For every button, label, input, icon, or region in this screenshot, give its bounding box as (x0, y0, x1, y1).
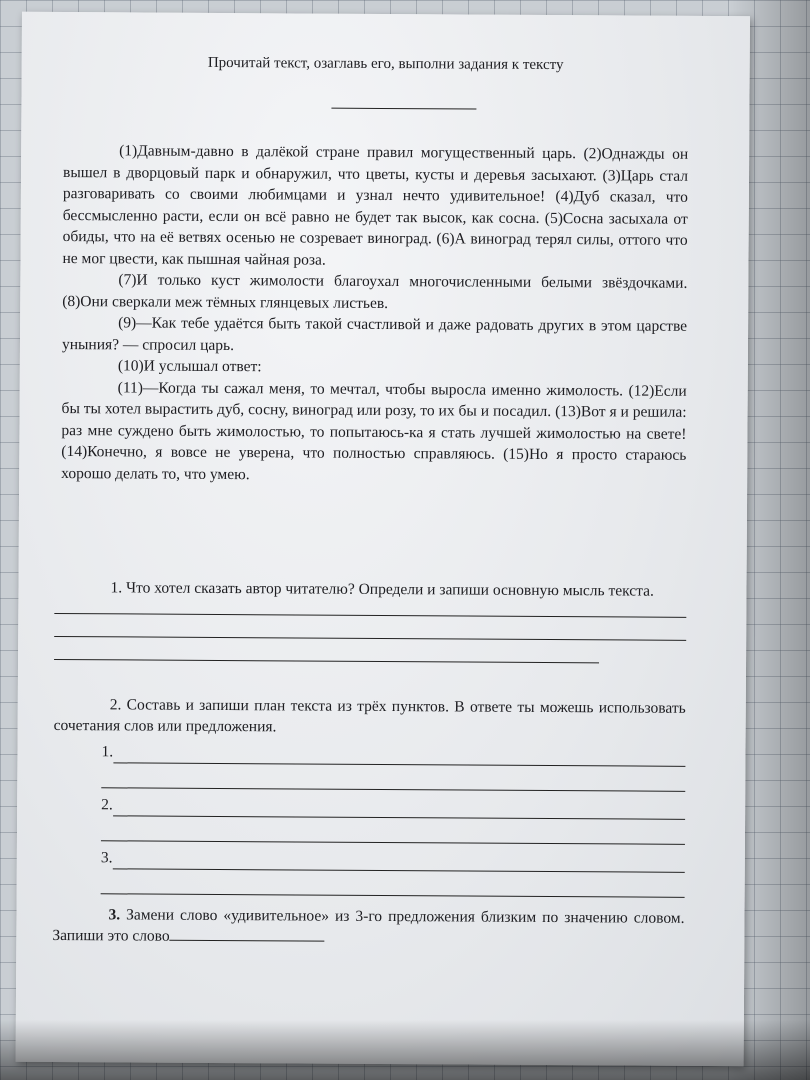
paragraph-3: (9)—Как тебе удаётся быть такой счастливой и даже радовать других в этом царстве уныния? — спросил царь. (61, 314, 688, 354)
task-3-answer-line[interactable] (170, 926, 325, 942)
paragraph-4: (10)И услышал ответ: (117, 357, 262, 376)
task-3-text: Замени слово «удивительное» из 3-го предложения близким по значению словом. Запиши это слово (52, 905, 685, 945)
plan-number: 3. (100, 849, 113, 867)
paragraph-5: (11)—Когда ты сажал меня, то мечтал, чтобы выросла именно жимолость. (12)Если бы ты хотел вырастить дуб, сосну, виноград или розу, то их бы и посадил. (13)Вот я и решила: раз мне суждено быть жимолостью, то попытаюсь-ка я стать лучшей жимолостью на свете! (14)Конечно, я вовсе не уверена, что полностью справляюсь. (15)Но я просто стараюсь хорошо делать то, что умею. (61, 378, 687, 483)
plan-answer-line[interactable] (113, 746, 685, 766)
plan-answer-line[interactable] (101, 787, 685, 792)
tasks-section (52, 577, 686, 950)
task-1-answer-line[interactable] (54, 612, 686, 617)
task-2 (53, 693, 686, 897)
task-1-answer-line[interactable] (54, 658, 599, 662)
paragraph-1: (1)Давным-давно в далёкой стране правил могущественный царь. (2)Однажды он вышел в дворцовый парк и обнаружил, что цветы, кусты и деревья засыхают. (3)Царь стал разговаривать со своими любимцами и узнал нечто удивительное! (4)Дуб сказал, что бессмысленно расти, если он всё равно не будет так высок, как сосна. (5)Сосна засыхала от обиды, что на её ветвях осенью не созревает виноград. (6)А виноград терял силы, оттого что не мог цвести, как пышная чайная роза. (62, 142, 689, 269)
worksheet (16, 12, 750, 1066)
plan-answer-line[interactable] (112, 852, 684, 872)
plan-number: 2. (101, 796, 113, 814)
task-3 (52, 903, 684, 950)
plan-answer-line[interactable] (101, 840, 685, 845)
paragraph-2: (7)И только куст жимолости благоухал многочисленными белыми звёздочками. (8)Они сверкали меж тёмных глянцевых листьев. (62, 271, 688, 312)
plan-item-1[interactable] (101, 741, 685, 767)
plan-answer-line[interactable] (101, 893, 685, 898)
shadow (0, 1020, 810, 1080)
plan-item-2[interactable] (101, 794, 685, 820)
plan-number: 1. (101, 743, 114, 761)
task-2-question: 2. Составь и запиши план текста из трёх пунктов. В ответе ты можешь использовать сочетания слов или предложения. (53, 695, 686, 736)
title-answer-line[interactable] (331, 108, 476, 110)
task-1-question: 1. Что хотел сказать автор читателю? Определи и запиши основную мысль текста. (110, 579, 654, 600)
worksheet-title: Прочитай текст, озаглавь его, выполни задания к тексту (207, 54, 564, 74)
task-3-question (52, 903, 684, 950)
plan-item-3[interactable] (101, 847, 685, 873)
task-1-answer-line[interactable] (54, 635, 686, 640)
plan-answer-line[interactable] (113, 799, 685, 819)
task-1 (54, 577, 686, 663)
task-3-number: 3. (108, 905, 121, 923)
story-text (61, 140, 688, 488)
